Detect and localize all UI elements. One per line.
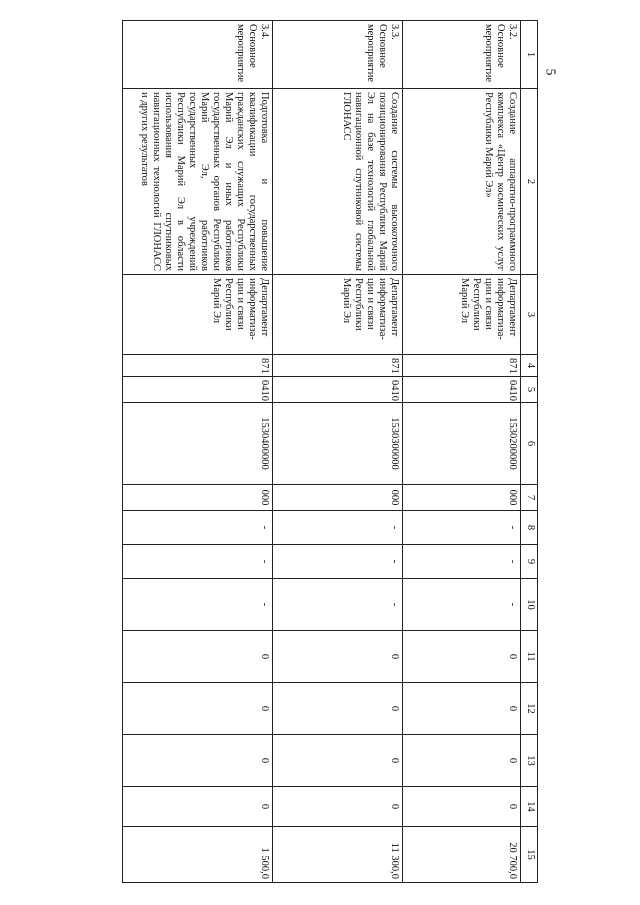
measure-number: 3.2. Основное мероприятие bbox=[403, 21, 521, 89]
measure-name: Создание системы высокоточного позиционирования Республики Марий Эл на базе технологий глобальной навигационной спутниковой системы ГЛОНАСС bbox=[273, 89, 403, 275]
value-col-12: 0 bbox=[123, 683, 273, 735]
rz-pr-code: 0410 bbox=[123, 377, 273, 403]
csr-code: 1530400000 bbox=[123, 403, 273, 485]
rz-pr-code: 0410 bbox=[403, 377, 521, 403]
rz-pr-code: 0410 bbox=[273, 377, 403, 403]
rotated-table-container bbox=[104, 20, 538, 882]
csr-code: 1530200000 bbox=[403, 403, 521, 485]
value-col-14: 0 bbox=[273, 787, 403, 827]
measure-number: 3.4. Основное мероприятие bbox=[123, 21, 273, 89]
responsible-executor: Департамент информатиза-ции и связи Республики Марий Эл bbox=[403, 275, 521, 355]
value-col-11: 0 bbox=[273, 631, 403, 683]
csr-code: 1530300000 bbox=[273, 403, 403, 485]
table-row bbox=[273, 21, 403, 883]
value-col-13: 0 bbox=[123, 735, 273, 787]
header-cell-15: 15 bbox=[521, 827, 538, 883]
value-col-9: - bbox=[403, 545, 521, 579]
value-col-13: 0 bbox=[273, 735, 403, 787]
measure-number: 3.3. Основное мероприятие bbox=[273, 21, 403, 89]
value-col-13: 0 bbox=[403, 735, 521, 787]
header-cell-11: 11 bbox=[521, 631, 538, 683]
value-col-14: 0 bbox=[403, 787, 521, 827]
value-col-11: 0 bbox=[403, 631, 521, 683]
responsible-executor: Департамент информатиза-ции и связи Республики Марий Эл bbox=[273, 275, 403, 355]
value-col-8: - bbox=[273, 511, 403, 545]
value-col-11: 0 bbox=[123, 631, 273, 683]
value-col-9: - bbox=[273, 545, 403, 579]
value-col-12: 0 bbox=[273, 683, 403, 735]
header-cell-10: 10 bbox=[521, 579, 538, 631]
budget-table bbox=[122, 20, 538, 883]
header-cell-8: 8 bbox=[521, 511, 538, 545]
value-col-12: 0 bbox=[403, 683, 521, 735]
value-col-14: 0 bbox=[123, 787, 273, 827]
page-number: 5 bbox=[542, 68, 558, 76]
header-cell-13: 13 bbox=[521, 735, 538, 787]
value-col-10: - bbox=[403, 579, 521, 631]
measure-name: Создание аппаратно-программного комплекса «Центр космических услуг Республики Марий Эл» bbox=[403, 89, 521, 275]
header-cell-5: 5 bbox=[521, 377, 538, 403]
header-cell-7: 7 bbox=[521, 485, 538, 511]
vr-code: 000 bbox=[403, 485, 521, 511]
header-row bbox=[521, 21, 538, 883]
value-col-8: - bbox=[403, 511, 521, 545]
grbs-code: 871 bbox=[123, 355, 273, 377]
header-cell-9: 9 bbox=[521, 545, 538, 579]
value-col-15: 20 700,0 bbox=[403, 827, 521, 883]
responsible-executor: Департамент информатиза-ции и связи Республики Марий Эл bbox=[123, 275, 273, 355]
header-cell-4: 4 bbox=[521, 355, 538, 377]
grbs-code: 871 bbox=[273, 355, 403, 377]
table-row bbox=[403, 21, 521, 883]
header-cell-12: 12 bbox=[521, 683, 538, 735]
value-col-10: - bbox=[123, 579, 273, 631]
value-col-8: - bbox=[123, 511, 273, 545]
value-col-9: - bbox=[123, 545, 273, 579]
measure-name: Подготовка и повышение квалификации государственных гражданских служащих Республики Марий Эл и иных работников государственных органов Республики Марий Эл, работников государственных учреждений Республики Марий Эл в области использования спутниковых навигационных технологий ГЛОНАСС и других результатов bbox=[123, 89, 273, 275]
value-col-10: - bbox=[273, 579, 403, 631]
value-col-15: 1 500,0 bbox=[123, 827, 273, 883]
header-cell-2: 2 bbox=[521, 89, 538, 275]
vr-code: 000 bbox=[273, 485, 403, 511]
header-cell-14: 14 bbox=[521, 787, 538, 827]
table-row bbox=[123, 21, 273, 883]
vr-code: 000 bbox=[123, 485, 273, 511]
header-cell-1: 1 bbox=[521, 21, 538, 89]
grbs-code: 871 bbox=[403, 355, 521, 377]
value-col-15: 11 300,0 bbox=[273, 827, 403, 883]
header-cell-3: 3 bbox=[521, 275, 538, 355]
header-cell-6: 6 bbox=[521, 403, 538, 485]
